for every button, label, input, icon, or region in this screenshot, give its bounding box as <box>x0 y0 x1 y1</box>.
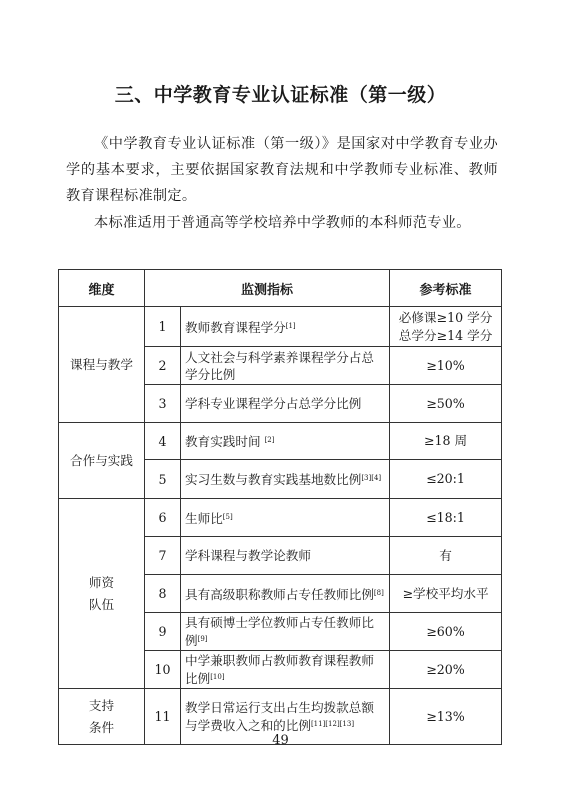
standard-cell: ≤18:1 <box>390 499 502 537</box>
standard-cell <box>390 307 502 347</box>
row-number: 4 <box>145 423 181 460</box>
footnote-ref: [3][4] <box>361 474 382 482</box>
intro-paragraph: 《中学教育专业认证标准（第一级）》是国家对中学教育专业办学的基本要求，主要依据国家教育法规和中学教师专业标准、教师教育课程标准制定。 <box>66 136 498 204</box>
indicator-cell <box>181 575 390 613</box>
standard-cell: ≥20% <box>390 651 502 689</box>
indicator-cell <box>181 307 390 347</box>
indicator-text: 具有高级职称教师占专任教师比例 <box>185 586 374 602</box>
indicator-text: 学科课程与教学论教师 <box>185 548 311 563</box>
header-indicator: 监测指标 <box>145 270 390 307</box>
indicator-text: 教育实践时间 <box>185 434 261 449</box>
indicator-cell <box>181 385 390 423</box>
dimension-practice: 合作与实践 <box>59 423 145 499</box>
footnote-ref: [10] <box>210 673 225 681</box>
indicator-cell <box>181 347 390 385</box>
row-number: 5 <box>145 460 181 499</box>
indicator-text: 教师教育课程学分 <box>185 319 286 335</box>
row-number: 10 <box>145 651 181 689</box>
row-number: 3 <box>145 385 181 423</box>
footnote-ref: [9] <box>197 635 208 643</box>
footnote-ref: [8] <box>373 588 384 597</box>
standard-cell: ≥13% <box>390 689 502 745</box>
row-number: 8 <box>145 575 181 613</box>
footnote-ref: [5] <box>222 512 233 521</box>
row-number: 11 <box>145 689 181 745</box>
indicator-cell <box>181 613 390 651</box>
indicator-text: 学科专业课程学分占总学分比例 <box>185 396 362 411</box>
table-row <box>59 423 502 460</box>
table-row <box>59 499 502 537</box>
standard-cell: ≥60% <box>390 613 502 651</box>
table-row <box>59 307 502 347</box>
standards-table <box>58 269 502 745</box>
standard-cell: 有 <box>390 537 502 575</box>
header-dimension: 维度 <box>59 270 145 307</box>
row-number: 2 <box>145 347 181 385</box>
indicator-cell <box>181 499 390 537</box>
row-number: 7 <box>145 537 181 575</box>
dimension-faculty <box>59 499 145 689</box>
indicator-cell <box>181 651 390 689</box>
scope-paragraph: 本标准适用于普通高等学校培养中学教师的本科师范专业。 <box>94 215 471 231</box>
indicator-cell <box>181 460 390 499</box>
row-number: 1 <box>145 307 181 347</box>
indicator-text: 具有硕博士学位教师占专任教师比例 <box>185 615 374 648</box>
indicator-text: 中学兼职教师占教师教育课程教师比例 <box>185 653 374 686</box>
indicator-cell <box>181 537 390 575</box>
dimension-line: 队伍 <box>88 596 115 612</box>
footnote-ref: [1] <box>285 321 296 330</box>
standard-cell: ≥50% <box>390 385 502 423</box>
dimension-curriculum: 课程与教学 <box>59 307 145 423</box>
row-number: 6 <box>145 499 181 537</box>
indicator-text: 实习生数与教育实践基地数比例 <box>185 472 362 487</box>
dimension-line: 支持 <box>88 697 115 713</box>
indicator-cell <box>181 423 390 460</box>
row-number: 9 <box>145 613 181 651</box>
standard-cell: ≤20:1 <box>390 460 502 499</box>
table-header-row <box>59 270 502 307</box>
dimension-line: 条件 <box>88 719 115 735</box>
indicator-text: 教学日常运行支出占生均拨款总额与学费收入之和的比例 <box>185 700 374 733</box>
page-title: 三、中学教育专业认证标准（第一级） <box>114 84 447 106</box>
indicator-text: 生师比 <box>185 510 223 526</box>
standard-line: 必修课≥10 学分 <box>398 309 493 325</box>
footnote-ref: [11][12][13] <box>310 720 355 728</box>
footnote-ref: [2] <box>264 436 275 444</box>
dimension-line: 师资 <box>88 574 115 590</box>
standard-line: 总学分≥14 学分 <box>398 327 493 343</box>
page-number: 49 <box>272 733 289 748</box>
indicator-text: 人文社会与科学素养课程学分占总学分比例 <box>185 349 374 382</box>
standard-cell: ≥18 周 <box>390 423 502 460</box>
standard-cell: ≥学校平均水平 <box>390 575 502 613</box>
standard-cell: ≥10% <box>390 347 502 385</box>
header-standard: 参考标准 <box>390 270 502 307</box>
